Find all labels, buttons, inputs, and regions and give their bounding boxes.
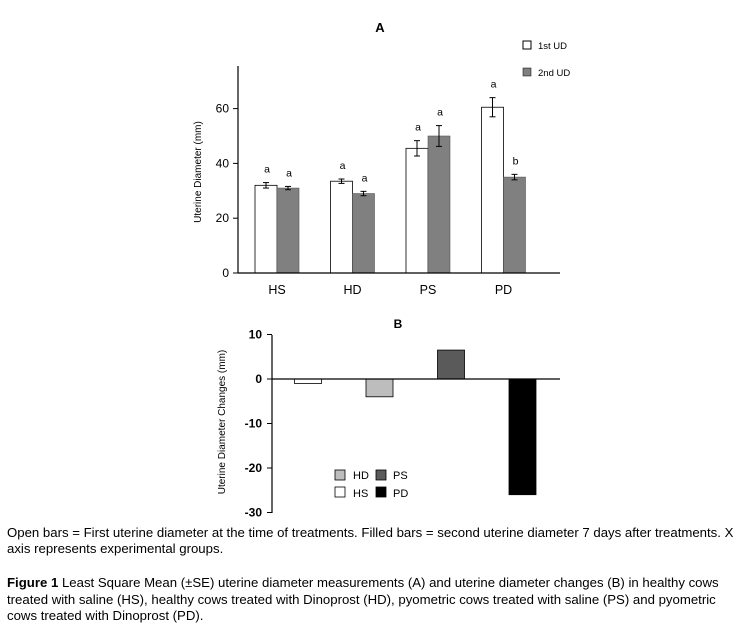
chart-b-bar-ps xyxy=(438,350,465,379)
chart-a-y-tick-label: 60 xyxy=(215,101,229,116)
chart-a-significance-label: a xyxy=(286,167,292,180)
chart-b-legend-swatch-hs xyxy=(335,487,345,497)
chart-b-bars xyxy=(295,350,537,495)
chart-b-y-tick-label: -30 xyxy=(244,505,262,520)
chart-a-legend-2nd-ud: 2nd UD xyxy=(538,68,571,79)
chart-a-legend-1st-ud: 1st UD xyxy=(538,41,568,52)
chart-a-significance-label: a xyxy=(490,78,497,91)
chart-b-legend-swatch-ps xyxy=(376,470,386,480)
chart-a-bar-2nd-ud-pd xyxy=(504,177,526,273)
chart-b-y-tick-label: 10 xyxy=(248,327,262,342)
chart-a-legend-swatch-2nd-ud xyxy=(523,68,531,76)
chart-b-bar-hd xyxy=(366,379,393,397)
chart-a-y-tick-label: 0 xyxy=(222,266,229,280)
chart-a-bar-2nd-ud-hs xyxy=(277,188,299,273)
figure-caption-text: Least Square Mean (±SE) uterine diameter measurements (A) and uterine diameter changes (B) in healthy cows treated with saline (HS), healthy cows treated with Dinoprost (HD), pyometric cows treated with saline (PS) and pyometric cows treated with Dinoprost (PD). xyxy=(7,575,719,623)
chart-a xyxy=(193,20,570,297)
chart-a-x-ticks xyxy=(268,283,512,297)
chart-b xyxy=(217,317,560,520)
chart-a-bar-1st-ud-hs xyxy=(255,185,277,273)
chart-a-significance-label: a xyxy=(415,121,421,134)
chart-a-significance-label: a xyxy=(437,106,443,119)
chart-b-legend-swatch-pd xyxy=(376,487,386,497)
chart-b-legend-hd: HD xyxy=(353,470,369,482)
chart-a-significance-label: a xyxy=(361,172,368,185)
chart-b-y-tick-label: -10 xyxy=(244,416,262,431)
chart-b-title: B xyxy=(393,317,403,331)
chart-a-bar-2nd-ud-hd xyxy=(353,194,375,273)
chart-b-bar-pd xyxy=(509,379,536,495)
chart-a-significance-label: a xyxy=(339,160,346,173)
chart-b-y-ticks xyxy=(245,328,272,520)
chart-a-y-ticks xyxy=(216,102,238,280)
chart-a-x-tick-ps: PS xyxy=(419,283,437,297)
chart-a-title: A xyxy=(375,20,385,35)
chart-a-x-tick-hs: HS xyxy=(268,283,286,297)
chart-b-legend-pd: PD xyxy=(393,488,409,500)
chart-a-significance-label: b xyxy=(512,155,519,168)
chart-a-bar-1st-ud-pd xyxy=(482,107,504,273)
chart-b-y-tick-label: 0 xyxy=(255,372,262,386)
chart-a-bars xyxy=(255,79,526,273)
chart-a-bar-2nd-ud-ps xyxy=(428,136,450,273)
chart-b-legend-ps: PS xyxy=(393,470,408,482)
chart-b-legend-swatch-hd xyxy=(335,470,345,480)
figure-caption xyxy=(7,575,747,625)
chart-a-bar-1st-ud-ps xyxy=(406,148,428,273)
chart-b-y-tick-label: -20 xyxy=(244,461,262,475)
chart-a-y-axis-label: Uterine Diameter (mm) xyxy=(193,121,204,223)
chart-a-significance-label: a xyxy=(264,163,270,176)
chart-b-legend-hs: HS xyxy=(353,488,369,500)
chart-a-x-tick-hd: HD xyxy=(343,283,362,297)
chart-a-y-tick-label: 20 xyxy=(215,211,229,226)
chart-a-x-tick-pd: PD xyxy=(494,283,513,297)
chart-a-legend-swatch-1st-ud xyxy=(523,41,531,49)
caption-note: Open bars = First uterine diameter at the time of treatments. Filled bars = second uterine diameter 7 days after treatments. X axis represents experimental groups. xyxy=(7,525,734,556)
chart-a-bar-1st-ud-hd xyxy=(331,181,353,273)
chart-b-y-axis-label: Uterine Diameter Changes (mm) xyxy=(217,349,228,495)
chart-a-y-tick-label: 40 xyxy=(215,156,229,171)
chart-b-bar-hs xyxy=(295,379,322,383)
figure-label: Figure 1 xyxy=(7,575,59,590)
